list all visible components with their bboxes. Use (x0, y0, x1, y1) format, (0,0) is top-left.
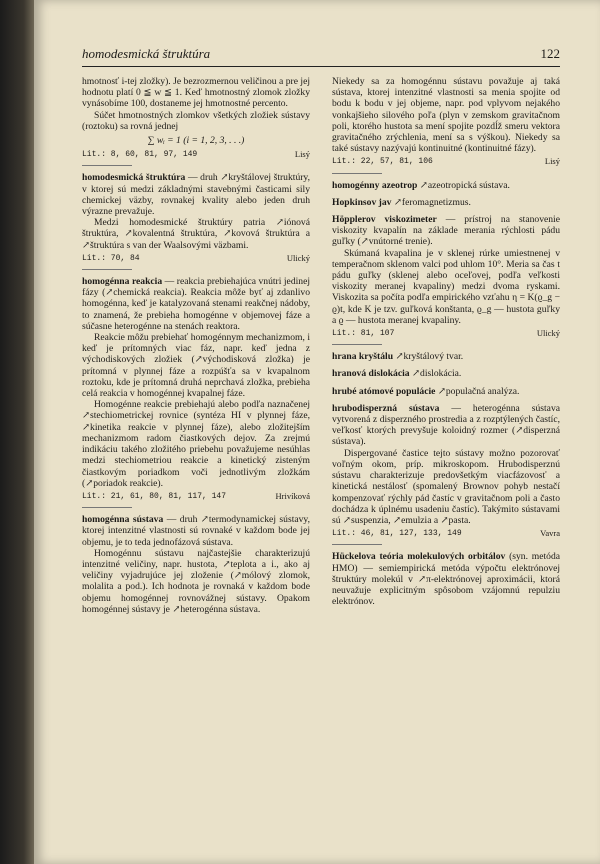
entry-paragraph (82, 217, 310, 251)
entry-text: Niekedy sa za homogénnu sústavu považuje aj taká sústava, ktorej intenzitné vlastnosti sa menia spojite od bodu k bodu v jej objeme, napr. pod vplyvom nejakého vonkajšieho silového poľa (plyn v zemskom gravitačnom poli, ktorého hustota sa mení spojite pozdĺž smeru vektora gravitačného zrýchlenia, mení sa s výškou). Niekedy sa také sústavy nazývajú kontinuitné (kontinuitné fázy). (332, 76, 560, 155)
entry-paragraph (82, 514, 310, 548)
literature-refs: Lit.: 70, 84 (82, 253, 140, 263)
entry-headword: hranová dislokácia (332, 368, 410, 380)
dictionary-entry (82, 172, 310, 270)
entry-headword: Hückelova teória molekulových orbitálov (332, 551, 506, 563)
page-number: 122 (540, 46, 560, 61)
entry-paragraph (332, 248, 560, 326)
entry-paragraph (82, 332, 310, 399)
entry-paragraph (82, 276, 310, 332)
entry-literature (82, 149, 310, 160)
entry-paragraph (332, 368, 560, 379)
entry-paragraph (332, 180, 560, 191)
entry-headword: homogénna sústava (82, 514, 164, 526)
entry-text: ↗populačná analýza. (437, 385, 520, 397)
entry-text: ↗kryštálový tvar. (395, 351, 464, 363)
entry-headword: Hopkinsov jav (332, 196, 392, 208)
entry-paragraph (332, 197, 560, 208)
entry-paragraph (332, 551, 560, 607)
entry-separator (82, 269, 132, 270)
dictionary-entry (332, 76, 560, 174)
dictionary-entry (332, 351, 560, 362)
dictionary-entry (82, 514, 310, 615)
entry-text: — prístroj na stanovenie viskozity kvapalín na základe merania rýchlosti pádu guľky (↗vnútorné trenie). (332, 214, 560, 248)
entry-text: ↗feromagnetizmus. (393, 196, 471, 208)
entry-headword: Höpplerov viskozimeter (332, 214, 437, 226)
entry-headword: homogénna reakcia (82, 276, 163, 288)
entry-text: — heterogénna sústava vytvorená z disperzného prostredia a z rozptýlených častíc, veľkosť ktorých prevyšuje koloidný rozmer (↗disperzná sústava). (332, 402, 560, 448)
entry-literature (332, 528, 560, 539)
literature-refs: Lit.: 22, 57, 81, 106 (332, 157, 433, 167)
entry-literature (82, 253, 310, 264)
entry-text: ↗dislokácia. (411, 368, 462, 380)
entry-headword: hrubodisperzná sústava (332, 402, 440, 414)
entry-paragraph (332, 386, 560, 397)
right-column (332, 76, 560, 613)
entry-author: Lisý (294, 149, 310, 160)
entry-text: — druh ↗kryštálovej štruktúry, v ktorej sú medzi základnými stavebnými časticami sily chemickej väzby, rovnakej kvality alebo jeden druh výrazne prevažuje. (82, 172, 311, 218)
entry-text: Reakcie môžu prebiehať homogénnym mechanizmom, i keď je prítomných viac fáz, napr. keď jedna z východiskových zložiek (↗východisková zložka) je prítomná v plynnej fáze a rozpúšťa sa v kvapalnom roztoku, kde je prítomná druhá neprchavá zložka, prebieha celá reakcia v homogénnej kvapalnej fáze. (82, 332, 310, 400)
entry-paragraph (82, 76, 310, 110)
entry-paragraph (332, 214, 560, 248)
literature-refs: Lit.: 21, 61, 80, 81, 117, 147 (82, 491, 227, 501)
entry-separator (82, 507, 132, 508)
dictionary-entry (82, 76, 310, 166)
entry-author: Lisý (544, 156, 560, 167)
dictionary-entry (332, 197, 560, 208)
book-spine (0, 0, 34, 864)
dictionary-entry (82, 276, 310, 508)
literature-refs: Lit.: 8, 60, 81, 97, 149 (82, 150, 198, 160)
page-header (82, 46, 560, 66)
entry-paragraph (332, 448, 560, 526)
entry-headword: homogénny azeotrop (332, 179, 418, 191)
entry-author: Hrivíková (275, 490, 310, 501)
entry-separator (332, 544, 382, 545)
entry-separator (82, 165, 132, 166)
entry-text: Homogénne reakcie prebiehajú alebo podľa naznačenej ↗stechiometrickej rovnice (syntéza HI v plynnej fáze, ↗kinetika reakcie v plynnej fáze), alebo zložitejším mechanizmom radom čiastkových dejov. Za zrejmú indikáciu takého zložitého priebehu považujeme nesúhlas medzi stechiometriou reakcie a kinetický zisteným čiastkovým poriadkom voči jednotlivým zložkám (↗poriadok reakcie). (82, 399, 310, 489)
entry-headword: hrana kryštálu (332, 351, 394, 363)
entry-literature (332, 156, 560, 167)
entry-paragraph (82, 172, 310, 217)
entry-author: Ulický (536, 328, 560, 339)
left-column (82, 76, 310, 621)
entry-text: hmotnosť i-tej zložky). Je bezrozmernou veličinou a pre jej hodnotu platí 0 ≦ w ≦ 1. Keď hmotnostný zlomok zložky vynásobíme 100, dostaneme jej hmotnostné percento. (82, 76, 310, 110)
entry-text: Súčet hmotnostných zlomkov všetkých zložiek sústavy (roztoku) sa rovná jednej (82, 109, 310, 132)
entry-paragraph (82, 110, 310, 132)
entry-literature (332, 328, 560, 339)
entry-paragraph (332, 76, 560, 154)
dictionary-entry (332, 386, 560, 397)
entry-text: Homogénnu sústavu najčastejšie charakterizujú intenzitné veličiny, napr. hustota, ↗teplota a i., ako aj veličiny vyjadrujúce jej zloženie (↗mólový zlomok, molalita a pod.). Ich hodnota je rovnaká v každom bode objemu homogénnej rovnovážnej sústavy. Opakom homogénnej sústavy je ↗heterogénna sústava. (82, 547, 310, 615)
entry-literature (82, 491, 310, 502)
entry-text: (syn. metóda HMO) — semiempirická metóda výpočtu elektrónovej štruktúry molekúl v ↗π-elektrónovej aproximácii, ktorá neuvažuje explicitným spôsobom vzájomnú repulziu elektrónov. (332, 551, 560, 608)
entry-text: Medzi homodesmické štruktúry patria ↗iónová štruktúra, ↗kovalentná štruktúra, ↗kovová štruktúra a ↗štruktúra s van der Waalsovými väzbami. (82, 217, 310, 251)
entry-separator (332, 173, 382, 174)
dictionary-entry (332, 214, 560, 345)
entry-paragraph (82, 399, 310, 489)
entry-paragraph (332, 351, 560, 362)
entry-author: Vavra (540, 528, 560, 539)
entry-text: Skúmaná kvapalina je v sklenej rúrke umiestnenej v temperačnom sklenom valci pod uhlom 10°. Meria sa čas t pádu guľky (sklenej alebo oceľovej, podľa veľkosti viskozity meranej kvapaliny) medzi dvoma ryskami. Viskozita sa počíta podľa empirického vzťahu η = K(ϱ_g − ϱ)t, kde K je tzv. guľková konštanta, ϱ_g — hustota guľky a ϱ — hustota meranej kvapaliny. (332, 247, 560, 326)
entry-text: ↗azeotropická sústava. (419, 179, 510, 191)
entry-paragraph (332, 403, 560, 448)
dictionary-entry (332, 403, 560, 545)
entry-text: Dispergované častice tejto sústavy možno pozorovať voľným okom, príp. mikroskopom. Hrubodisperznú sústavu charakterizuje predovšetkým viacfázovosť a kinetická nestálosť (spomalený Brownov pohyb nestačí kompenzovať rýchly pád častíc v gravitačnom poli a často dochádza k úplnému usadeniu častíc). Takýmito sústavami sú ↗suspenzia, ↗emulzia a ↗pasta. (332, 447, 560, 526)
entry-text: — druh ↗termodynamickej sústavy, ktorej intenzitné vlastnosti sú rovnaké v každom bode jej objemu, je to teda jednofázová sústava. (82, 514, 310, 548)
dictionary-entry (332, 551, 560, 607)
literature-refs: Lit.: 81, 107 (332, 329, 395, 339)
header-rule (82, 66, 560, 67)
dictionary-entry (332, 180, 560, 191)
entry-formula: ∑ wᵢ = 1 (i = 1, 2, 3, . . .) (147, 135, 245, 147)
entry-author: Ulický (286, 252, 310, 263)
entry-separator (332, 344, 382, 345)
running-title: homodesmická štruktúra (82, 46, 211, 61)
entry-paragraph (82, 548, 310, 615)
entry-text: — reakcia prebiehajúca vnútri jedinej fázy (↗chemická reakcia). Reakcia môže byť aj zdanlivo homogénna, keď je katalyzovaná stenami reakčnej nádoby, to znamená, že prebieha homogénne v objemovej fáze a súčasne heterogénne na stenách reaktora. (82, 276, 311, 332)
entry-headword: hrubé atómové populácie (332, 385, 436, 397)
dictionary-entry (332, 368, 560, 379)
literature-refs: Lit.: 46, 81, 127, 133, 149 (332, 529, 462, 539)
entry-headword: homodesmická štruktúra (82, 172, 186, 184)
